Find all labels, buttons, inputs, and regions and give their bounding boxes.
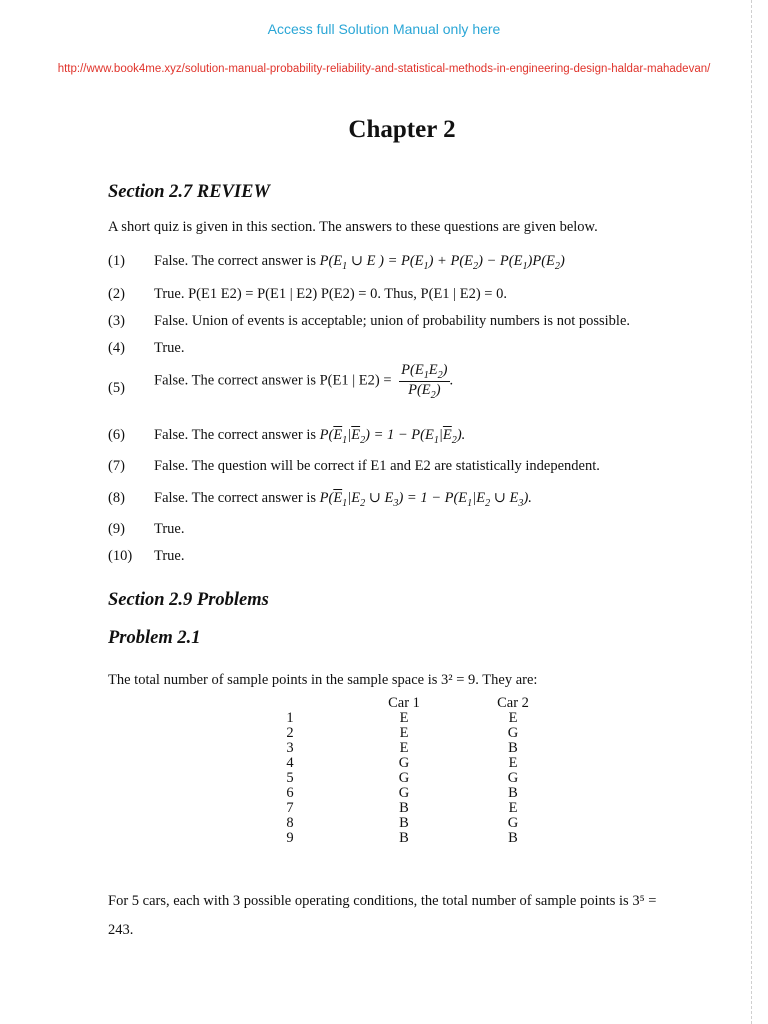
table-row	[250, 741, 548, 756]
answer-text: True.	[154, 340, 185, 356]
answer-number: (2)	[108, 286, 125, 302]
scan-edge-line	[751, 0, 753, 1024]
table-cell: G	[507, 725, 519, 741]
answer-number: (9)	[108, 521, 125, 537]
answer-item	[154, 427, 465, 446]
closing-paragraph-line1: For 5 cars, each with 3 possible operating conditions, the total number of sample points is 3⁵ =	[108, 893, 657, 909]
table-cell: 3	[286, 740, 294, 756]
problems-section-heading: Section 2.9 Problems	[108, 590, 269, 610]
problem-intro: The total number of sample points in the sample space is 3² = 9. They are:	[108, 672, 538, 688]
answer-item: False. The correct answer is P(E1 | E2) = $\frac{P(E_1E_2)}{P(E_2)}$ .	[154, 362, 454, 401]
table-header-cell: Car 1	[388, 695, 420, 711]
solution-url-link[interactable]: http://www.book4me.xyz/solution-manual-probability-reliability-and-statistical-methods-in-engineering-design-haldar-mahadevan/	[57, 63, 711, 75]
table-cell: B	[399, 815, 409, 831]
table-cell: 8	[286, 815, 294, 831]
answer-number: (3)	[108, 313, 125, 329]
table-cell: 6	[286, 785, 294, 801]
answer-number: (8)	[108, 490, 125, 506]
table-row	[250, 771, 548, 786]
table-cell: B	[508, 785, 518, 801]
table-cell: 2	[286, 725, 294, 741]
answer-number: (7)	[108, 458, 125, 474]
table-row	[250, 816, 548, 831]
table-cell: E	[508, 800, 518, 816]
table-header-cell: Car 2	[497, 695, 529, 711]
table-cell: E	[399, 710, 409, 726]
sample-points-table	[250, 696, 548, 846]
table-cell: B	[508, 740, 518, 756]
chapter-title: Chapter 2	[348, 116, 456, 143]
table-cell: 9	[286, 830, 294, 846]
answer-text: True. P(E1 E2) = P(E1 | E2) P(E2) = 0. Thus, P(E1 | E2) = 0.	[154, 286, 507, 302]
problem-heading: Problem 2.1	[108, 628, 201, 648]
table-cell: E	[508, 755, 518, 771]
table-row	[250, 726, 548, 741]
answer-item	[154, 253, 565, 272]
review-section-heading: Section 2.7 REVIEW	[108, 182, 270, 202]
table-cell: G	[398, 785, 410, 801]
table-row	[250, 831, 548, 846]
answer-text: True.	[154, 548, 185, 564]
table-header-cell	[250, 696, 330, 711]
answer-text: True.	[154, 521, 185, 537]
fraction-formula: $\frac{P(E_1E_2)}{P(E_2)}$	[401, 362, 448, 401]
formula: $P(\overline{E}_1|E_2$ ∪ $E_3) = 1 - P(E_1|E_2$ ∪ $E_3$).	[319, 490, 532, 509]
answer-number: (10)	[108, 548, 133, 564]
formula: $P(\overline{E}_1|\overline{E}_2) = 1 - P(E_1|\overline{E}_2)$.	[319, 427, 466, 446]
answer-text: False. The correct answer is	[154, 427, 320, 443]
answer-text: False. The correct answer is	[154, 253, 320, 269]
table-cell: G	[507, 770, 519, 786]
answer-number: (4)	[108, 340, 125, 356]
answer-item	[154, 490, 532, 509]
table-cell: 7	[286, 800, 294, 816]
table-row	[250, 756, 548, 771]
table-header-row	[250, 696, 548, 711]
answer-number: (6)	[108, 427, 125, 443]
table-cell: E	[508, 710, 518, 726]
table-cell: G	[398, 770, 410, 786]
table-cell: 5	[286, 770, 294, 786]
answer-text: False. Union of events is acceptable; union of probability numbers is not possible.	[154, 313, 631, 329]
table-cell: 4	[286, 755, 294, 771]
table-cell: B	[399, 800, 409, 816]
closing-paragraph-line2: 243.	[108, 922, 134, 938]
access-solution-link[interactable]: Access full Solution Manual only here	[267, 21, 501, 37]
formula: $P(E_1$ ∪ E ) = $P(E_1) + P(E_2) - P(E_1)P(E_2)$	[319, 253, 565, 272]
table-cell: G	[507, 815, 519, 831]
answer-text: False. The correct answer is P(E1 | E2) =	[154, 372, 396, 389]
table-row	[250, 801, 548, 816]
table-cell: E	[399, 725, 409, 741]
table-cell: 1	[286, 710, 294, 726]
answer-number: (1)	[108, 253, 125, 269]
table-cell: G	[398, 755, 410, 771]
table-cell: E	[399, 740, 409, 756]
review-intro: A short quiz is given in this section. The answers to these questions are given below.	[108, 219, 598, 235]
table-row	[250, 711, 548, 726]
answer-text: False. The question will be correct if E1 and E2 are statistically independent.	[154, 458, 600, 474]
answer-text: False. The correct answer is	[154, 490, 320, 506]
answer-number: (5)	[108, 380, 125, 396]
table-cell: B	[399, 830, 409, 846]
table-cell: B	[508, 830, 518, 846]
table-row	[250, 786, 548, 801]
